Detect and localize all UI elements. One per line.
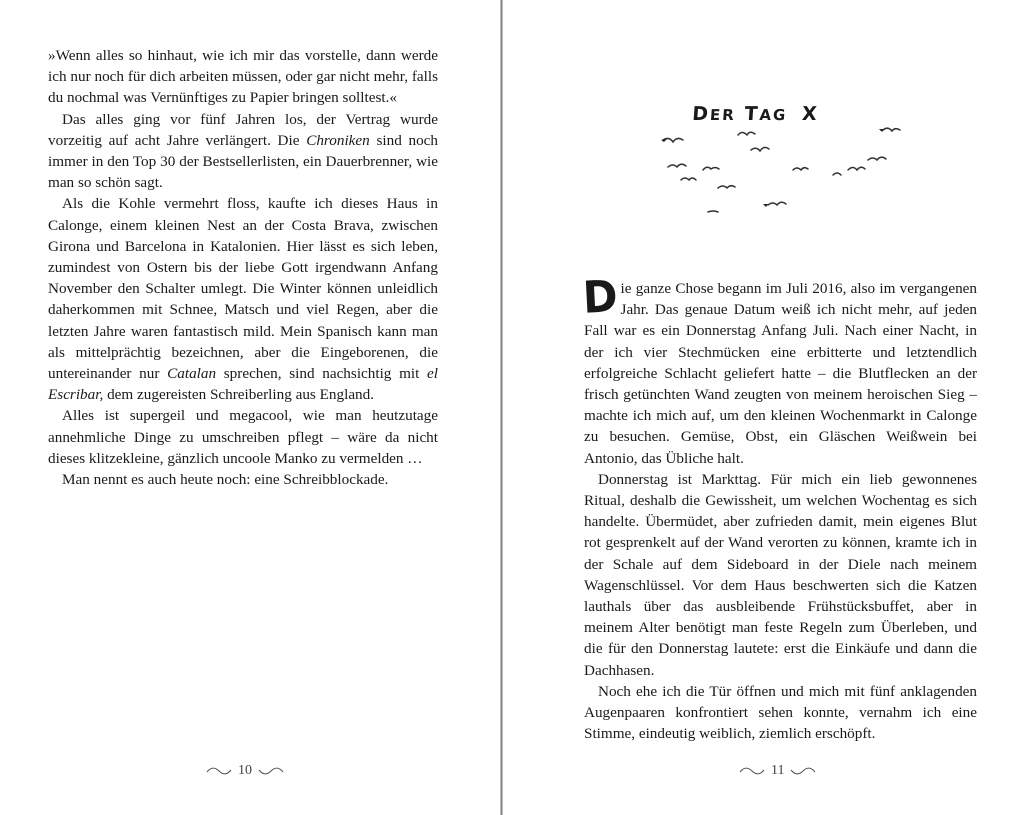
left-page-text xyxy=(48,45,438,490)
paragraph: Als die Kohle vermehrt floss, kaufte ich dieses Haus in Calonge, einem kleinen Nest an der Costa Brava, zwischen Girona und Barcelona in Katalonien. Hier lässt es sich leben, zumindest von Ostern bis der liebe Gott irgendwann Anfang November den Schalter umlegt. Die Winter können unleidlich daherkommen mit Schnee, Matsch und viel Regen, aber die letzten Jahre waren fantastisch mild. Mein Spanisch kann man als mittelprächtig bezeichnen, aber die Eingeborenen, die untereinander nur Catalan sprechen, sind nachsichtig mit el Escribar, dem zugereisten Schreiberling aus England. xyxy=(48,195,439,404)
page-number: 11 xyxy=(771,763,785,778)
book-title-emphasis: Chroniken xyxy=(306,131,370,149)
right-page-text xyxy=(581,271,977,744)
paragraph: Donnerstag ist Markttag. Für mich ein lieb gewonnenes Ritual, deshalb die Gewissheit, um welchen Wochentag es sich handelte. Übermüdet, aber zufrieden damit, mein eigenes Blut rot gesprenkelt auf der Wand verorten zu können, kramte ich in der Schale auf dem Sideboard in der Diele nach meinem Wagenschlüssel. Vor dem Haus beschwerten sich die Katzen lauthals über das ausbleibende Frühstücksbuffet, aber in meinem Alter benötigt man feste Regeln zum Überleben, und die für den Donnerstag lautete: erst die Einkäufe und dann die Dachhasen. xyxy=(584,470,977,679)
paragraph: »Wenn alles so hinhaut, wie ich mir das vorstelle, dann werde ich nur noch für dich arbeiten müssen, oder gar nicht mehr, falls du nochmal was Vernünftiges zu Papier bringen solltest.« xyxy=(48,47,438,107)
paragraph: Alles ist supergeil und megacool, wie man heutzutage annehmliche Dinge zu umschreiben pflegt – wäre da nicht dieses klitzekleine, gänzlich uncoole Manko zu vermelden … xyxy=(48,407,438,467)
page-number-footer xyxy=(206,763,284,779)
drop-cap: D xyxy=(581,271,619,324)
flying-birds-icon xyxy=(643,120,903,220)
paragraph: Das alles ging vor fünf Jahren los, der Vertrag wurde vorzeitig auf acht Jahre verlängert. Die Chroniken sind noch immer in den Top 30 der Bestsellerlisten, ein Dauerbrenner, wie man so schön sagt. xyxy=(48,110,439,192)
nickname-emphasis: el Escribar, xyxy=(48,365,439,404)
left-page xyxy=(0,0,501,815)
paragraph: Noch ehe ich die Tür öffnen und mich mit fünf anklagenden Augenpaaren konfrontiert sehen konnte, vernahm ich eine Stimme, eindeutig weiblich, ziemlich erschöpft. xyxy=(584,682,977,743)
swash-ornament-icon xyxy=(739,766,765,776)
swash-ornament-icon xyxy=(206,766,232,776)
page-number: 10 xyxy=(238,763,252,778)
swash-ornament-icon xyxy=(790,766,816,776)
paragraph: Man nennt es auch heute noch: eine Schreibblockade. xyxy=(62,471,389,489)
swash-ornament-icon xyxy=(258,766,284,776)
language-emphasis: Catalan xyxy=(167,365,217,383)
chapter-title: DER TAG X xyxy=(691,103,820,125)
opening-paragraph: Die ganze Chose begann im Juli 2016, also im vergangenen Jahr. Das genaue Datum weiß ich nicht mehr, auf jeden Fall war es ein Donnerstag Anfang Juli. Nach einer Nacht, in der ich vier Stechmücken eine erbitterte und letztendlich erfolgreiche Schlacht geliefert hatte – die Blutflecken an der frisch getünchten Wand zeugten von meinem heroischen Sieg – machte ich mich auf, um den kleinen Wochenmarkt in Calonge zu besuchen. Gemüse, Obst, ein Gläschen Weißwein bei Antonio, das Übliche halt. xyxy=(581,271,977,467)
page-number-footer xyxy=(739,763,816,779)
right-page xyxy=(503,0,1020,815)
